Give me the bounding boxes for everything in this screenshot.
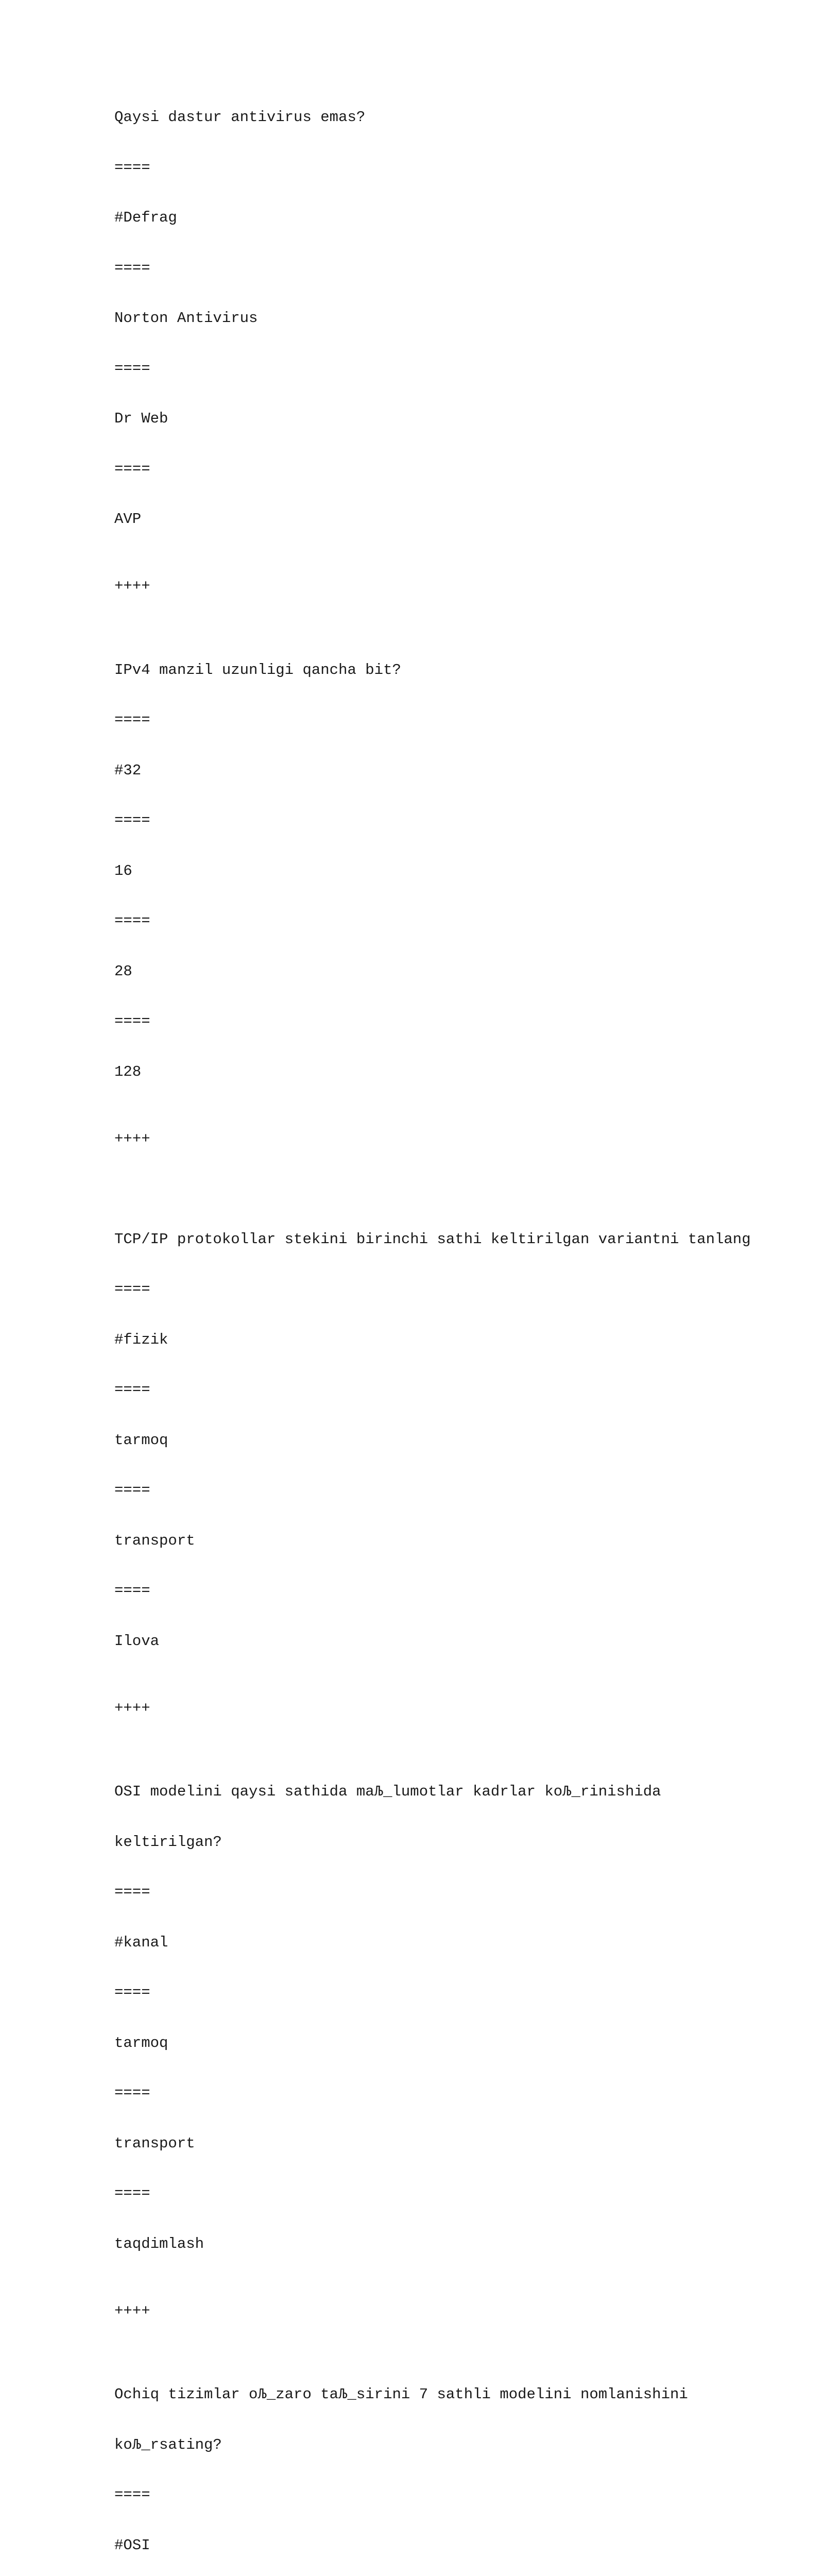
separator: ==== (114, 812, 150, 829)
question-end-marker: ++++ (114, 2302, 150, 2319)
separator: ==== (114, 1482, 150, 1499)
answer-option: tarmoq (114, 1431, 168, 1449)
answer-option: 128 (114, 1063, 142, 1080)
answer-correct: #fizik (114, 1331, 168, 1348)
question-2-text: IPv4 manzil uzunligi qancha bit? (114, 661, 401, 679)
answer-option: Dr Web (114, 410, 168, 427)
separator: ==== (114, 2185, 150, 2202)
question-4-text-cont: keltirilgan? (114, 1833, 222, 1851)
answer-correct: #Defrag (114, 209, 177, 226)
document-text (114, 76, 758, 2576)
question-1-text: Qaysi dastur antivirus emas? (114, 109, 366, 126)
answer-option: transport (114, 1532, 195, 1549)
separator: ==== (114, 159, 150, 176)
answer-correct: #kanal (114, 1934, 168, 1951)
separator: ==== (114, 1582, 150, 1599)
answer-option: 16 (114, 862, 132, 879)
question-end-marker: ++++ (114, 1699, 150, 1717)
question-4-text: OSI modelini qaysi sathida maЉ_lumotlar kadrlar koЉ_rinishida (114, 1783, 661, 1800)
answer-correct: #OSI (114, 2536, 150, 2554)
question-5-text: Ochiq tizimlar oЉ_zaro taЉ_sirini 7 sathli modelini nomlanishini (114, 2386, 688, 2403)
question-end-marker: ++++ (114, 578, 150, 595)
separator: ==== (114, 460, 150, 478)
question-3-text: TCP/IP protokollar stekini birinchi sathi keltirilgan variantni tanlang (114, 1230, 751, 1248)
answer-option: AVP (114, 511, 142, 528)
answer-option: taqdimlash (114, 2235, 204, 2252)
separator: ==== (114, 1984, 150, 2001)
separator: ==== (114, 1381, 150, 1398)
answer-option: transport (114, 2134, 195, 2152)
answer-option: Ilova (114, 1632, 160, 1650)
separator: ==== (114, 2084, 150, 2102)
separator: ==== (114, 259, 150, 277)
separator: ==== (114, 1884, 150, 1901)
answer-option: 28 (114, 962, 132, 980)
question-end-marker: ++++ (114, 1130, 150, 1147)
separator: ==== (114, 360, 150, 377)
separator: ==== (114, 912, 150, 929)
question-5-text-cont: koЉ_rsating? (114, 2436, 222, 2453)
answer-correct: #32 (114, 761, 142, 779)
answer-option: Norton Antivirus (114, 310, 258, 327)
separator: ==== (114, 711, 150, 728)
separator: ==== (114, 1013, 150, 1030)
separator: ==== (114, 2486, 150, 2503)
answer-option: tarmoq (114, 2034, 168, 2052)
separator: ==== (114, 1281, 150, 1298)
